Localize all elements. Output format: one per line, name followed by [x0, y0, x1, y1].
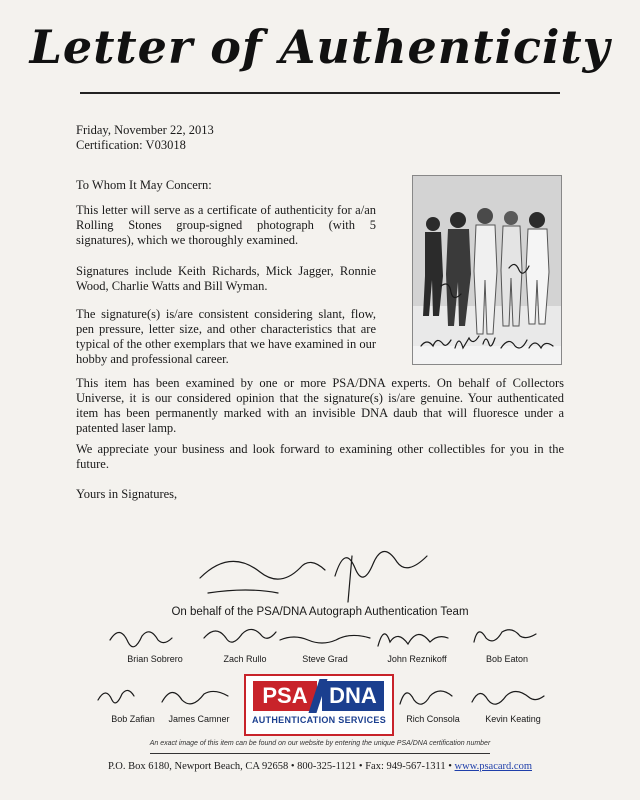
website-link[interactable]: www.psacard.com [454, 761, 532, 772]
psa-dna-logo [244, 674, 394, 736]
logo-dna: DNA [322, 681, 384, 711]
closing: Yours in Signatures, [76, 487, 178, 501]
paragraph-item-description: This letter will serve as a certificate of authenticity for a/an Rolling Stones group-signed photograph (with 5 signatures), which we thoroughly examined. [76, 203, 376, 247]
team-member-name: Zach Rullo [223, 654, 267, 664]
logo-psa: PSA [253, 681, 317, 711]
team-signature-james-camner [144, 680, 254, 724]
team-signature-kevin-keating [458, 680, 568, 724]
letter-title: Letter of Authenticity [29, 20, 611, 74]
certification-number: Certification: V03018 [76, 138, 186, 152]
letter-date: Friday, November 22, 2013 [76, 123, 214, 137]
team-signature-bob-eaton [452, 620, 562, 664]
title-rule [80, 92, 560, 94]
team-member-name: Bob Eaton [485, 654, 529, 664]
team-member-name: John Reznikoff [387, 654, 447, 664]
signed-photograph [412, 175, 562, 365]
team-member-name: Steve Grad [302, 654, 348, 664]
footer-rule [150, 753, 490, 754]
team-member-name: Bob Zafian [111, 714, 155, 724]
team-member-name: Rich Consola [406, 714, 460, 724]
team-member-name: James Camner [168, 714, 230, 724]
paragraph-opinion: This item has been examined by one or more PSA/DNA experts. On behalf of Collectors Universe, it is our considered opinion that the signature(s) is/are genuine. Your authenticated item has been permanently marked with an invisible DNA daub that will fluoresce under a patented laser lamp. [76, 376, 564, 435]
authenticator-signature [190, 538, 450, 606]
photograph-image [413, 176, 561, 364]
salutation: To Whom It May Concern: [76, 178, 212, 192]
footer-contact [0, 761, 640, 772]
team-line: On behalf of the PSA/DNA Autograph Authentication Team [171, 606, 469, 618]
website-disclaimer: An exact image of this item can be found on our website by entering the unique PSA/DNA certification number [149, 740, 491, 747]
team-member-name: Kevin Keating [485, 714, 541, 724]
team-member-name: Brian Sobrero [127, 654, 183, 664]
paragraph-signatures: Signatures include Keith Richards, Mick Jagger, Ronnie Wood, Charlie Watts and Bill Wyman. [76, 264, 376, 293]
letter-meta [76, 123, 214, 153]
paragraph-characteristics: The signature(s) is/are consistent considering slant, flow, pen pressure, letter size, and other characteristics that are typical of the other exemplars that we have examined in our hobby and professional career. [76, 307, 376, 366]
paragraph-appreciation: We appreciate your business and look forward to examining other collectibles for you in the future. [76, 442, 564, 471]
footer-address: P.O. Box 6180, Newport Beach, CA 92658 • 800-325-1121 • Fax: 949-567-1311 • [108, 761, 455, 772]
logo-tagline: AUTHENTICATION SERVICES [251, 715, 387, 725]
